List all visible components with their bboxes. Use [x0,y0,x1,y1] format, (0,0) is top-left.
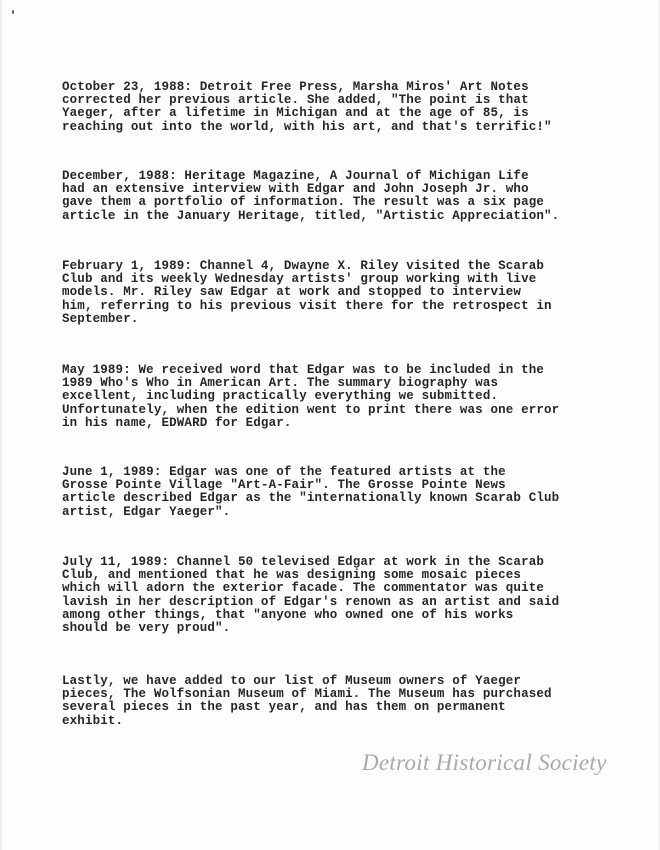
watermark: Detroit Historical Society [362,750,607,775]
entry-feb-1989 [62,260,580,326]
entry-line: Yaeger, after a lifetime in Michigan and at the age of 85, is [62,106,529,121]
entry-line: pieces, The Wolfsonian Museum of Miami. The Museum has purchased [62,687,552,702]
entry-line: lavish in her description of Edgar's renown as an artist and said [62,594,560,609]
entry-line: article in the January Heritage, titled, "Artistic Appreciation". [62,208,560,223]
entry-line: artist, Edgar Yaeger". [62,504,231,519]
entry-line: reaching out into the world, with his art, and that's terrific!" [62,119,552,134]
entry-may-1989 [62,364,580,430]
entry-line: corrected her previous article. She added, "The point is that [62,93,529,108]
entry-line: several pieces in the past year, and has them on permanent [62,700,506,715]
entry-line: him, referring to his previous visit there for the retrospect in [62,298,552,313]
entry-line: excellent, including practically everything we submitted. [62,389,499,404]
entry-line: Unfortunately, when the edition went to print there was one error [62,402,560,417]
entry-line: which will adorn the exterior facade. The commentator was quite [62,581,545,596]
entry-lastly [62,675,580,728]
entry-line: July 11, 1989: Channel 50 televised Edgar at work in the Scarab [62,555,545,569]
entry-line: in his name, EDWARD for Edgar. [62,415,292,430]
entry-line: gave them a portfolio of information. The result was a six page [62,195,545,210]
entry-line: May 1989: We received word that Edgar was to be included in the [62,363,545,377]
entry-line: Grosse Pointe Village "Art-A-Fair". The Grosse Pointe News [62,478,506,493]
paper-speck [12,10,14,14]
entry-dec-1988 [62,170,580,223]
entry-line: June 1, 1989: Edgar was one of the featured artists at the [62,465,506,479]
entry-line: 1989 Who's Who in American Art. The summary biography was [62,376,499,391]
entry-line: article described Edgar as the "internationally known Scarab Club [62,491,560,506]
entry-jul-1989 [62,556,580,635]
entry-line: among other things, that "anyone who owned one of his works [62,607,514,622]
entry-line: exhibit. [62,713,124,728]
entry-line: October 23, 1988: Detroit Free Press, Marsha Miros' Art Notes [62,80,529,94]
entry-line: September. [62,311,139,326]
entry-line: models. Mr. Riley saw Edgar at work and stopped to interview [62,285,522,300]
entry-line: should be very proud". [62,621,231,636]
page-left-edge [0,0,3,850]
entry-line: December, 1988: Heritage Magazine, A Journal of Michigan Life [62,169,529,183]
entry-oct-1988 [62,81,580,134]
entry-line: Club, and mentioned that he was designing some mosaic pieces [62,568,522,583]
entry-line: February 1, 1989: Channel 4, Dwayne X. Riley visited the Scarab [62,259,545,273]
entry-line: Lastly, we have added to our list of Museum owners of Yaeger [62,674,522,688]
entry-jun-1989 [62,466,580,519]
entry-line: Club and its weekly Wednesday artists' group working with live [62,272,537,287]
entry-line: had an extensive interview with Edgar and John Joseph Jr. who [62,182,529,197]
